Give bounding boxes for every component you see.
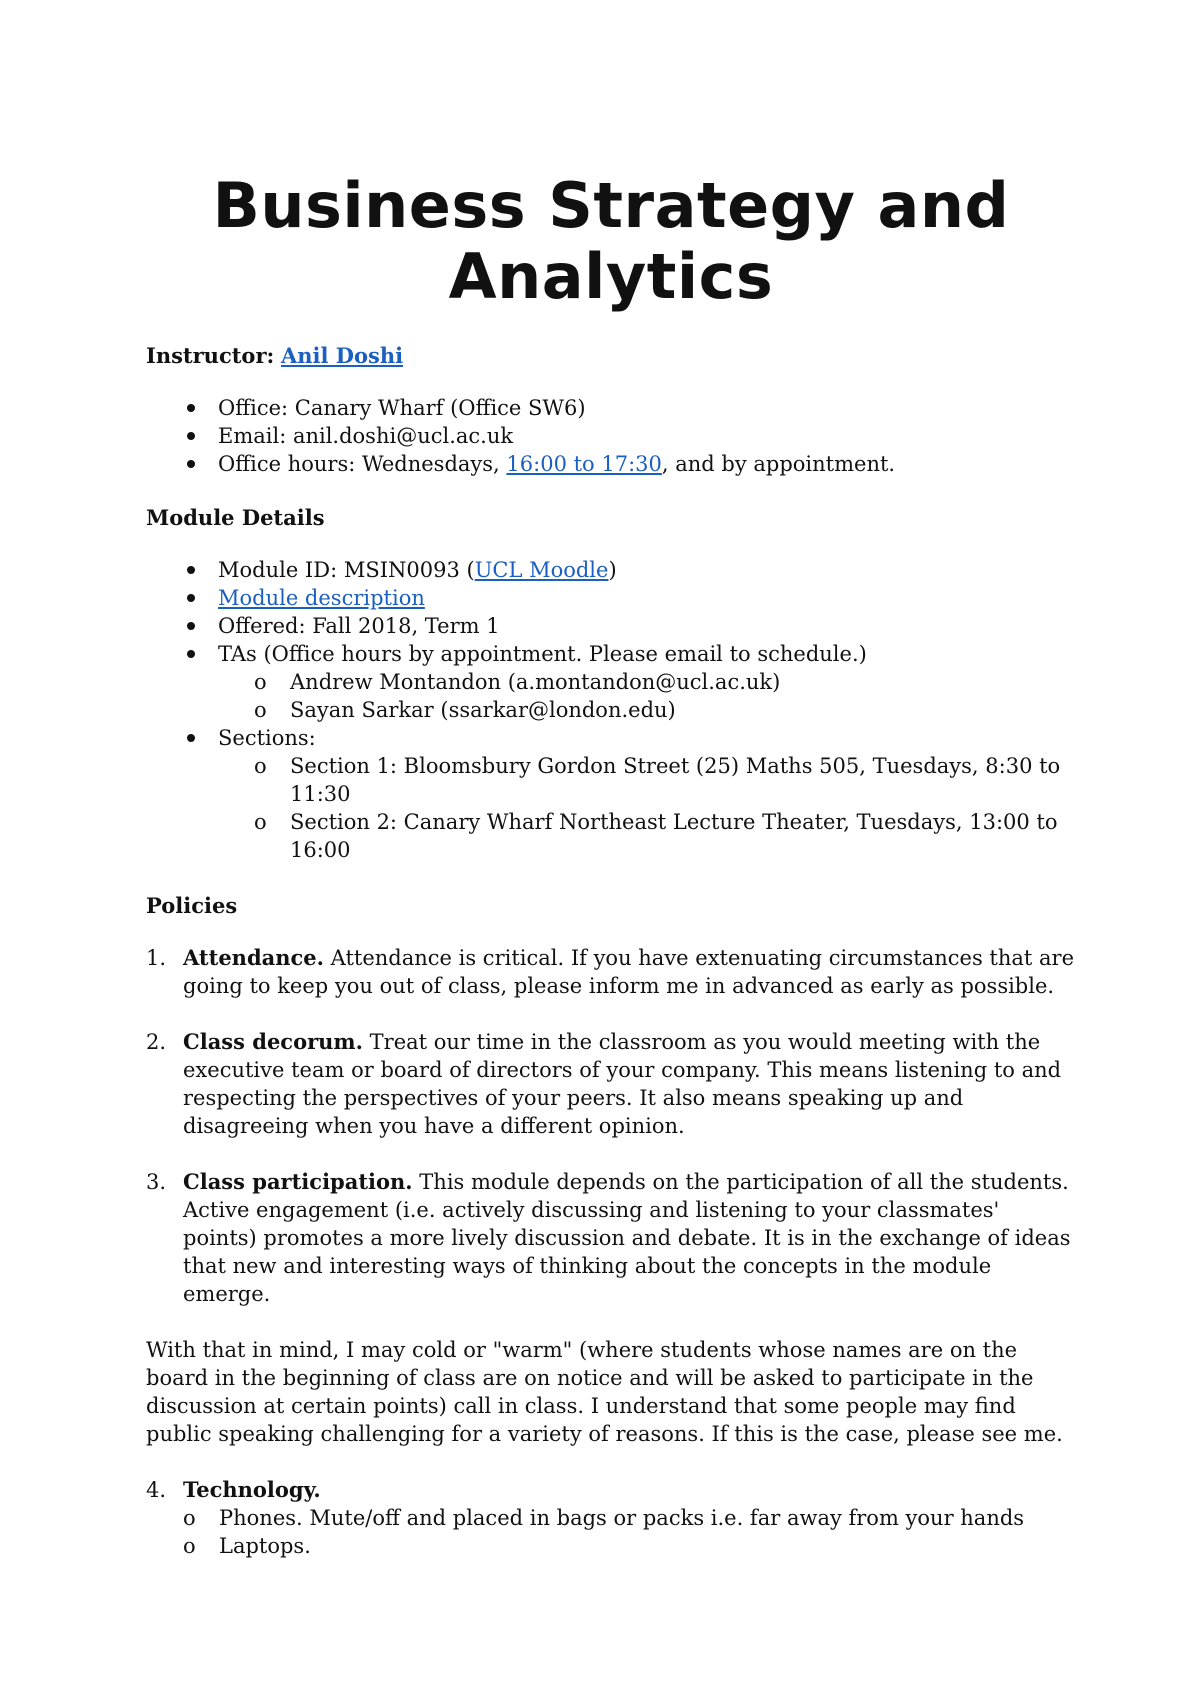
- policy-title: Class decorum.: [183, 1029, 363, 1054]
- module-details-list: [146, 556, 1076, 864]
- ucl-moodle-link[interactable]: UCL Moodle: [474, 558, 609, 582]
- list-item-office: Office: Canary Wharf (Office SW6): [218, 394, 1076, 422]
- office-hours-link[interactable]: 16:00 to 17:30: [506, 452, 662, 476]
- policy-title: Class participation.: [183, 1169, 413, 1194]
- section-item: o Section 1: Bloomsbury Gordon Street (25) Maths 505, Tuesdays, 8:30 to 11:30: [290, 752, 1076, 808]
- policy-number: 1.: [146, 946, 167, 970]
- policies-heading: Policies: [146, 893, 238, 918]
- list-item-sections: [218, 724, 1076, 864]
- technology-item-phones: o Phones. Mute/off and placed in bags or packs i.e. far away from your hands: [219, 1504, 1076, 1532]
- title-line-2: Analytics: [448, 240, 774, 313]
- technology-item-laptops: o Laptops.: [219, 1532, 1076, 1560]
- sections-list: [218, 752, 1076, 864]
- instructor-details-list: [146, 394, 1076, 478]
- policy-item-participation: [146, 1168, 1076, 1308]
- list-item-email: Email: anil.doshi@ucl.ac.uk: [218, 422, 1076, 450]
- office-hours-suffix: , and by appointment.: [661, 452, 896, 476]
- policies-list: [146, 944, 1076, 1308]
- policy-number: 2.: [146, 1030, 167, 1054]
- list-item-office-hours: [218, 450, 1076, 478]
- tas-list: [218, 668, 1076, 724]
- section-item: o Section 2: Canary Wharf Northeast Lecture Theater, Tuesdays, 13:00 to 16:00: [290, 808, 1076, 864]
- instructor-line: [146, 342, 1076, 370]
- title-line-1: Business Strategy and: [212, 169, 1010, 242]
- sections-label: Sections:: [218, 726, 316, 750]
- list-item-module-description: [218, 584, 1076, 612]
- office-hours-prefix: Office hours: Wednesdays,: [218, 452, 507, 476]
- module-description-link[interactable]: Module description: [218, 586, 425, 610]
- policy-number: 4.: [146, 1478, 167, 1502]
- ta-item: o Andrew Montandon (a.montandon@ucl.ac.uk): [290, 668, 1076, 696]
- policy-title: Attendance.: [183, 945, 324, 970]
- module-id-suffix: ): [608, 558, 617, 582]
- module-details-heading: Module Details: [146, 505, 325, 530]
- list-item-offered: Offered: Fall 2018, Term 1: [218, 612, 1076, 640]
- document-title: [146, 170, 1076, 312]
- policy-text: This module depends on the participation of all the students. Active engagement (i.e. actively discussing and listening to your classmates' points) promotes a more lively discussion and debate. It is in the exchange of ideas that new and interesting ways of thinking about the concepts in the module emerge.: [183, 1170, 1071, 1306]
- tas-label: TAs (Office hours by appointment. Please email to schedule.): [218, 642, 867, 666]
- list-item-module-id: [218, 556, 1076, 584]
- policy-text: Treat our time in the classroom as you would meeting with the executive team or board of directors of your company. This means listening to and respecting the perspectives of your peers. It also means speaking up and disagreeing when you have a different opinion.: [183, 1030, 1062, 1138]
- list-item-tas: [218, 640, 1076, 724]
- warm-call-paragraph: With that in mind, I may cold or "warm" (where students whose names are on the board in the beginning of class are on notice and will be asked to participate in the discussion at certain points) call in class. I understand that some people may find public speaking challenging for a variety of reasons. If this is the case, please see me.: [146, 1338, 1063, 1446]
- instructor-name-link[interactable]: Anil Doshi: [280, 343, 404, 368]
- policy-item-decorum: [146, 1028, 1076, 1140]
- ta-item: o Sayan Sarkar (ssarkar@london.edu): [290, 696, 1076, 724]
- module-id-prefix: Module ID: MSIN0093 (: [218, 558, 475, 582]
- document-page: [146, 170, 1076, 1560]
- technology-sub-list: [146, 1504, 1076, 1560]
- policy-text: Attendance is critical. If you have extenuating circumstances that are going to keep you out of class, please inform me in advanced as early as possible.: [183, 946, 1074, 998]
- policy-item-attendance: [146, 944, 1076, 1000]
- policy-number: 3.: [146, 1170, 167, 1194]
- instructor-label: Instructor:: [146, 343, 275, 368]
- policy-item-technology: [146, 1476, 1076, 1560]
- policy-title: Technology.: [183, 1477, 321, 1502]
- technology-policy-list: [146, 1476, 1076, 1560]
